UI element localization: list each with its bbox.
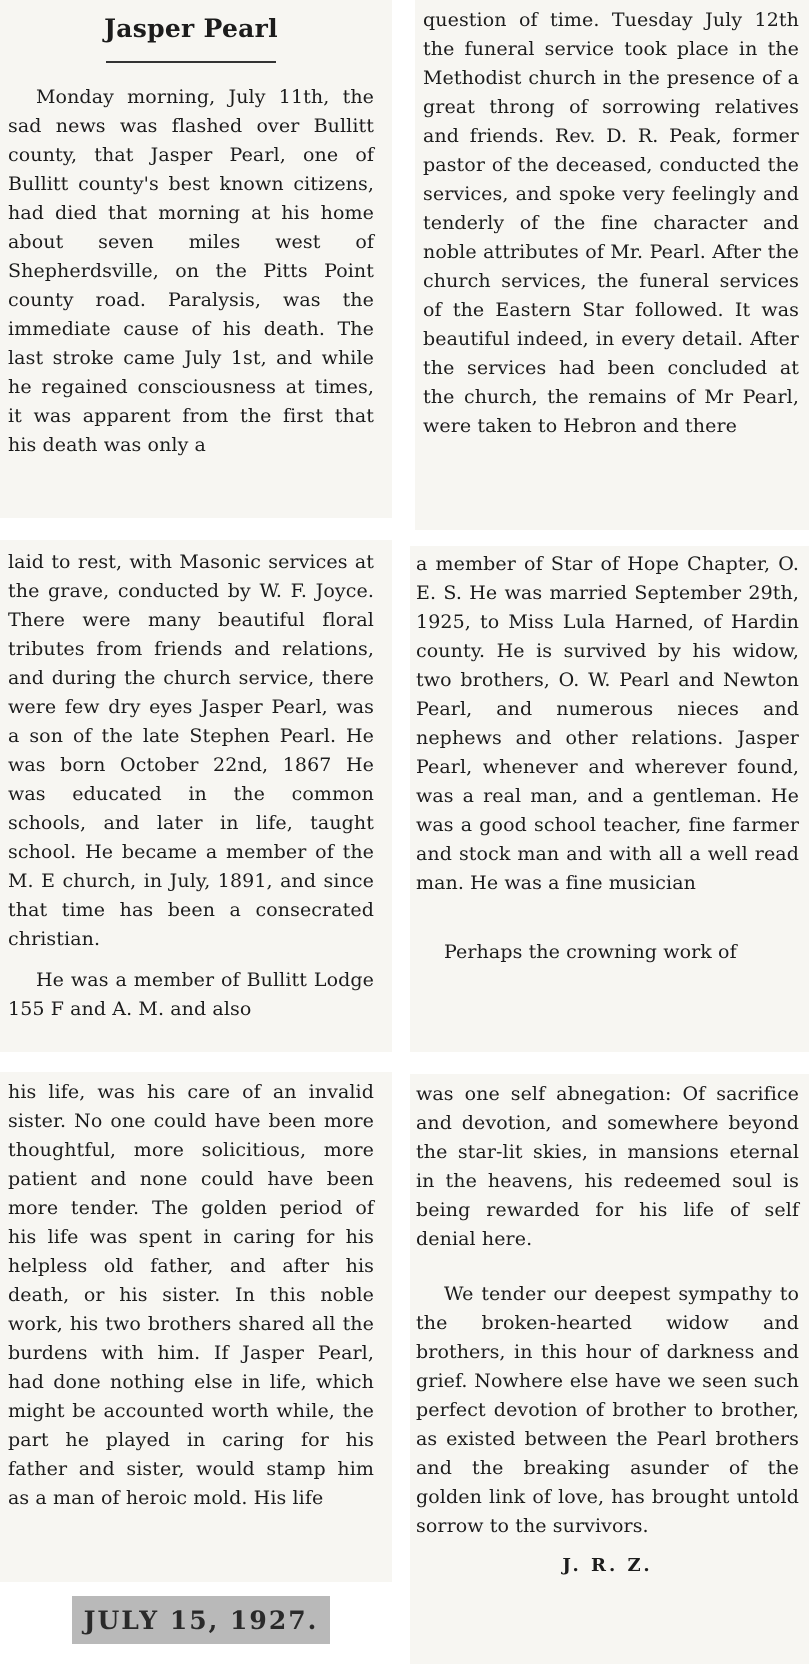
paragraph: his life, was his care of an invalid sister. No one could have been more thoughtful, more solicitious, more patient and none could have been more tender. The golden period of his life was spent in caring for his helpless old father, and after his death, or his sister. In this noble work, his two brothers shared all the burdens with him. If Jasper Pearl, had done nothing else in life, which might be accounted worth while, the part he played in caring for his father and sister, would stamp him as a man of heroic mold. His life — [8, 1081, 374, 1509]
paragraph: was one self abnegation: Of sacrifice and devotion, and somewhere beyond the star-lit skies, in mansions eternal in the heavens, his redeemed soul is being rewarded for his life of self denial here. — [416, 1083, 799, 1250]
clipping-2 — [415, 0, 809, 530]
paragraph: We tender our deepest sympathy to the broken-hearted widow and brothers, in this hour of darkness and grief. Nowhere else have we seen such perfect devotion of brother to brother, as existed between the Pearl brothers and the breaking asunder of the golden link of love, has brought untold sorrow to the survivors. — [416, 1283, 799, 1537]
paragraph: Monday morning, July 11th, the sad news was flashed over Bullitt county, that Jasper Pearl, one of Bullitt county's best known citizens, had died that morning at his home about seven miles west of Shepherdsville, on the Pitts Point county road. Paralysis, was the immediate cause of his death. The last stroke came July 1st, and while he regained consciousness at times, it was apparent from the first that his death was only a — [8, 86, 374, 456]
paragraph: question of time. Tuesday July 12th the funeral service took place in the Methodist church in the presence of a great throng of sorrowing relatives and friends. Rev. D. R. Peak, former pastor of the deceased, conducted the services, and spoke very feelingly and tenderly of the fine character and noble attributes of Mr. Pearl. After the church services, the funeral services of the Eastern Star followed. It was beautiful indeed, in every detail. After the services had been concluded at the church, the remains of Mr Pearl, were taken to Hebron and there — [423, 9, 799, 437]
signature: J. R. Z. — [562, 1555, 653, 1576]
clipping-5 — [0, 1072, 392, 1582]
paragraph: He was a member of Bullitt Lodge 155 F and A. M. and also — [8, 969, 374, 1020]
paragraph: Perhaps the crowning work of — [444, 941, 737, 963]
paragraph: laid to rest, with Masonic services at the grave, conducted by W. F. Joyce. There were many beautiful floral tributes from friends and relations, and during the church service, there were few dry eyes Jasper Pearl, was a son of the late Stephen Pearl. He was born October 22nd, 1867 He was educated in the common schools, and later in life, taught school. He became a member of the M. E church, in July, 1891, and since that time has been a consecrated christian. — [8, 551, 374, 950]
clipping-4 — [410, 546, 809, 1052]
clipping-1 — [0, 0, 392, 518]
date-banner: JULY 15, 1927. — [72, 1596, 330, 1644]
clipping-6 — [410, 1074, 809, 1664]
heading-rule — [106, 61, 276, 63]
clipping-3 — [0, 540, 392, 1052]
article-heading: Jasper Pearl — [104, 14, 278, 43]
paragraph: a member of Star of Hope Chapter, O. E. S. He was married September 29th, 1925, to Miss Lula Harned, of Hardin county. He is survived by his widow, two brothers, O. W. Pearl and Newton Pearl, and numerous nieces and nephews and other relations. Jasper Pearl, whenever and wherever found, was a real man, and a gentleman. He was a good school teacher, fine farmer and stock man and with all a well read man. He was a fine musician — [416, 553, 799, 894]
